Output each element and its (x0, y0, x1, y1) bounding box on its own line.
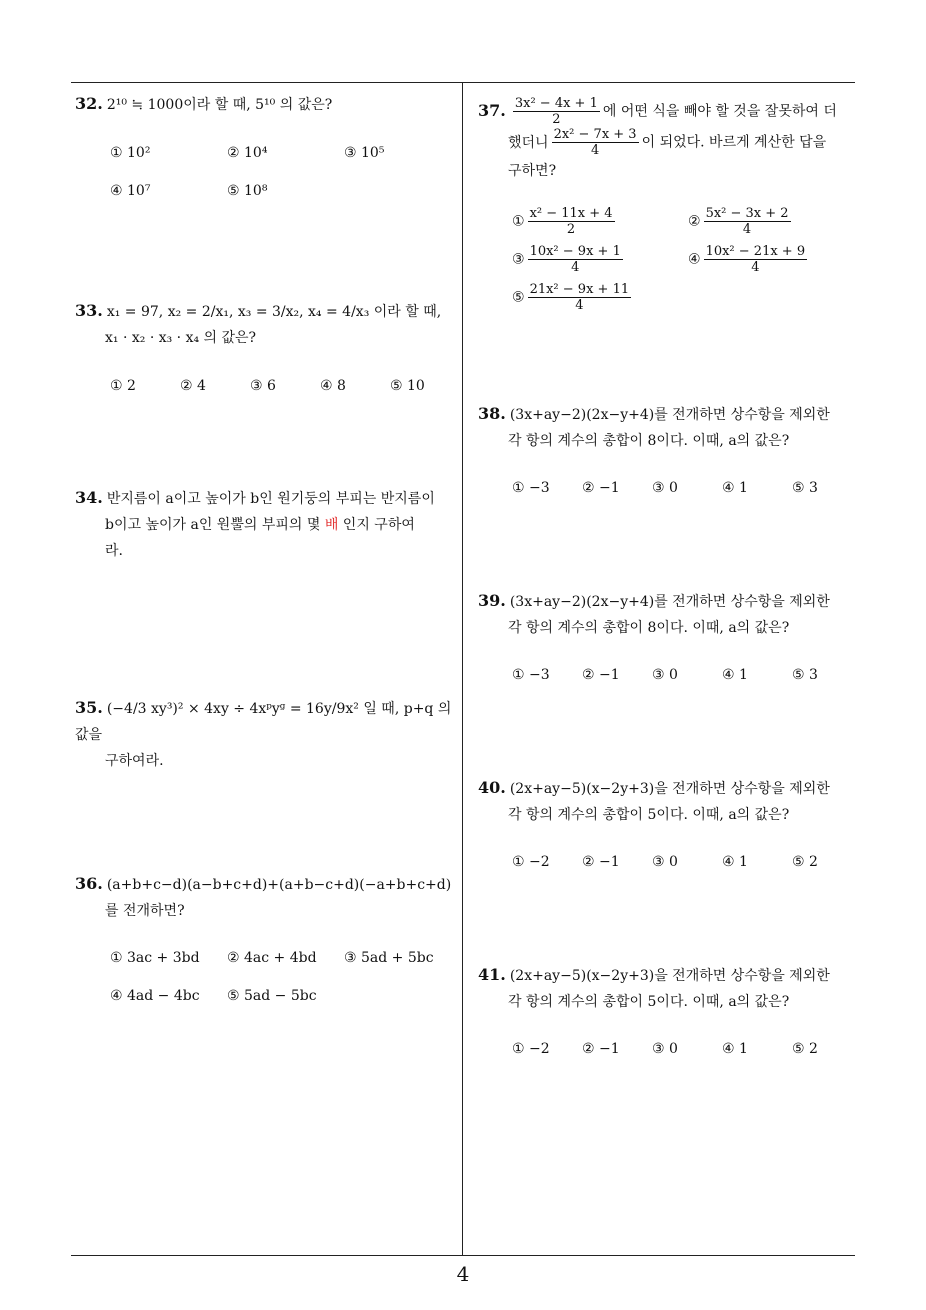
option-4[interactable]: ④ 1 (722, 480, 748, 496)
question-37 (478, 96, 863, 184)
option-1[interactable]: ① 10² (110, 145, 151, 161)
option-2[interactable]: ② 4 (180, 378, 206, 394)
question-33 (75, 298, 460, 351)
option-4[interactable]: ④ 10⁷ (110, 183, 151, 199)
option-1[interactable]: ① −2 (512, 854, 550, 870)
question-number: 35. (75, 698, 103, 717)
option-1[interactable]: ① $\frac{\text{x² − 11x + 4}}{2}$ (512, 206, 613, 237)
question-number: 32. (75, 94, 103, 113)
option-4[interactable]: ④ 1 (722, 667, 748, 683)
question-line-1: 반지름이 a이고 높이가 b인 원기둥의 부피는 반지름이 (106, 491, 435, 507)
question-line-3: 구하면? (508, 163, 557, 179)
question-number: 40. (478, 778, 506, 797)
option-3[interactable]: ③ 0 (652, 854, 678, 870)
option-5[interactable]: ⑤ 3 (792, 480, 818, 496)
option-4[interactable]: ④ $\frac{\text{10x² − 21x + 9}}{4}$ (688, 244, 806, 275)
fraction-1: $\frac{\text{3x² − 4x + 1}}{2}$ (514, 96, 598, 127)
question-34 (75, 485, 460, 564)
question-36 (75, 871, 460, 924)
question-line-2: 각 항의 계수의 총합이 5이다. 이때, a의 값은? (508, 807, 790, 823)
highlighted-word: 배 (324, 517, 339, 533)
option-5[interactable]: ⑤ 2 (792, 854, 818, 870)
question-line-2: 각 항의 계수의 총합이 8이다. 이때, a의 값은? (508, 620, 790, 636)
question-number: 37. (478, 100, 506, 120)
question-line-1: (3x+ay−2)(2x−y+4)를 전개하면 상수항을 제외한 (509, 407, 830, 423)
option-2[interactable]: ② 4ac + 4bd (227, 950, 317, 966)
question-number: 33. (75, 301, 103, 320)
question-number: 38. (478, 404, 506, 423)
question-expression: (−4/3 xy³)² × 4xy ÷ 4xᵖyᵍ = 16y/9x² 일 때, p+q 의 값을 (75, 701, 452, 743)
page-number: 4 (456, 1262, 470, 1286)
option-2[interactable]: ② −1 (582, 854, 620, 870)
bottom-rule (71, 1255, 855, 1256)
option-2[interactable]: ② −1 (582, 667, 620, 683)
question-32 (75, 91, 455, 118)
question-line-1: x₁ = 97, x₂ = 2/x₁, x₃ = 3/x₂, x₄ = 4/x₃ 이라 할 때, (106, 304, 442, 320)
option-4[interactable]: ④ 4ad − 4bc (110, 988, 200, 1004)
question-line-1: (2x+ay−5)(x−2y+3)을 전개하면 상수항을 제외한 (509, 968, 830, 984)
option-5[interactable]: ⑤ 10 (390, 378, 425, 394)
question-line-3: 라. (105, 543, 123, 559)
question-line-2: 각 항의 계수의 총합이 5이다. 이때, a의 값은? (508, 994, 790, 1010)
question-line-2: 를 전개하면? (105, 903, 185, 919)
top-rule (71, 82, 855, 83)
question-line-1: 에 어떤 식을 빼야 할 것을 잘못하여 더 (602, 103, 837, 120)
option-2[interactable]: ② 10⁴ (227, 145, 268, 161)
option-3[interactable]: ③ $\frac{\text{10x² − 9x + 1}}{4}$ (512, 244, 621, 275)
option-3[interactable]: ③ 0 (652, 1041, 678, 1057)
option-2[interactable]: ② −1 (582, 1041, 620, 1057)
option-1[interactable]: ① 2 (110, 378, 136, 394)
option-3[interactable]: ③ 6 (250, 378, 276, 394)
option-5[interactable]: ⑤ 5ad − 5bc (227, 988, 317, 1004)
question-number: 39. (478, 591, 506, 610)
option-1[interactable]: ① −3 (512, 480, 550, 496)
option-4[interactable]: ④ 8 (320, 378, 346, 394)
option-5[interactable]: ⑤ 2 (792, 1041, 818, 1057)
fraction-2: $\frac{\text{2x² − 7x + 3}}{4}$ (553, 127, 637, 158)
question-number: 36. (75, 874, 103, 893)
option-3[interactable]: ③ 10⁵ (344, 145, 385, 161)
question-38 (478, 401, 863, 454)
column-divider (462, 82, 463, 1256)
option-4[interactable]: ④ 1 (722, 854, 748, 870)
option-1[interactable]: ① 3ac + 3bd (110, 950, 200, 966)
option-5[interactable]: ⑤ $\frac{\text{21x² − 9x + 11}}{4}$ (512, 282, 630, 313)
question-39 (478, 588, 863, 641)
question-line-2: 각 항의 계수의 총합이 8이다. 이때, a의 값은? (508, 433, 790, 449)
option-3[interactable]: ③ 5ad + 5bc (344, 950, 434, 966)
question-line-2: 이 되었다. 바르게 계산한 답을 (641, 134, 827, 151)
option-4[interactable]: ④ 1 (722, 1041, 748, 1057)
question-line-2: x₁ · x₂ · x₃ · x₄ 의 값은? (105, 330, 257, 346)
option-1[interactable]: ① −2 (512, 1041, 550, 1057)
question-line-1: (2x+ay−5)(x−2y+3)을 전개하면 상수항을 제외한 (509, 781, 830, 797)
option-3[interactable]: ③ 0 (652, 667, 678, 683)
question-40 (478, 775, 863, 828)
option-2[interactable]: ② −1 (582, 480, 620, 496)
question-text: 2¹⁰ ≒ 1000이라 할 때, 5¹⁰ 의 값은? (106, 97, 333, 113)
option-5[interactable]: ⑤ 10⁸ (227, 183, 268, 199)
option-1[interactable]: ① −3 (512, 667, 550, 683)
question-line-1: (3x+ay−2)(2x−y+4)를 전개하면 상수항을 제외한 (509, 594, 830, 610)
option-5[interactable]: ⑤ 3 (792, 667, 818, 683)
option-3[interactable]: ③ 0 (652, 480, 678, 496)
question-35 (75, 695, 460, 774)
question-line-2: 구하여라. (105, 753, 164, 769)
question-line-2-pre: 했더니 (508, 134, 549, 151)
question-number: 34. (75, 488, 103, 507)
option-2[interactable]: ② $\frac{\text{5x² − 3x + 2}}{4}$ (688, 206, 789, 237)
question-line-1: (a+b+c−d)(a−b+c+d)+(a+b−c+d)(−a+b+c+d) (106, 877, 452, 893)
question-number: 41. (478, 965, 506, 984)
question-41 (478, 962, 863, 1015)
question-line-2b: 인지 구하여 (338, 517, 415, 533)
question-line-2a: b이고 높이가 a인 원뿔의 부피의 몇 (105, 517, 325, 533)
